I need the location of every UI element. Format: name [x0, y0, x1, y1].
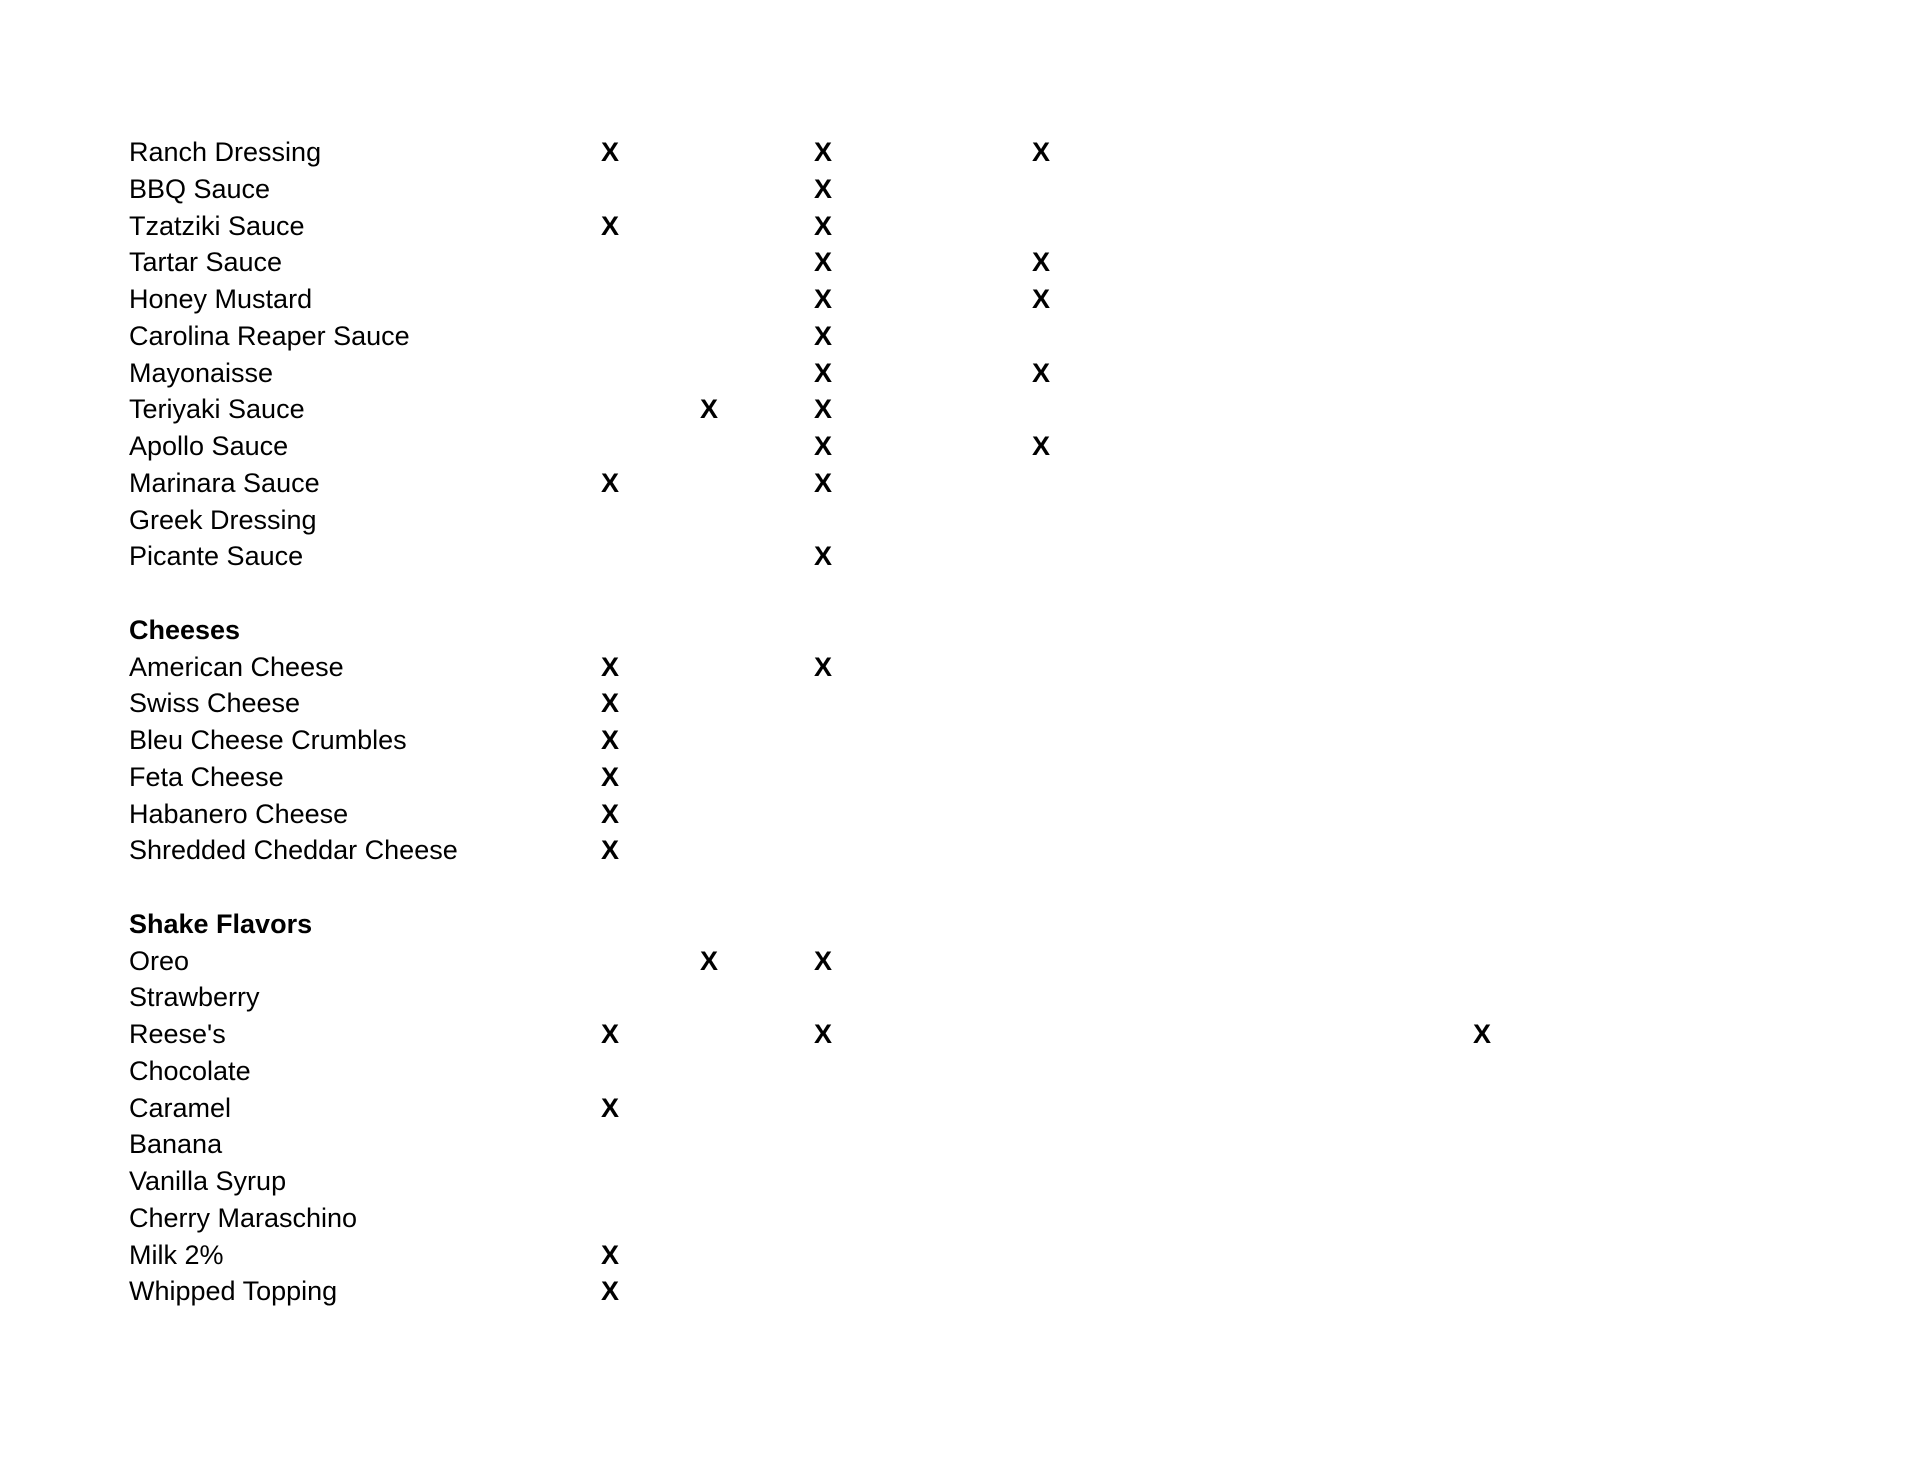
check-mark-col-3: X — [813, 1019, 832, 1049]
item-label: Cherry Maraschino — [129, 1202, 358, 1233]
table-row — [0, 943, 1920, 979]
item-label: Feta Cheese — [129, 761, 284, 792]
item-label: Ranch Dressing — [129, 137, 322, 167]
check-mark-col-4: X — [1031, 431, 1050, 461]
check-mark-col-1: X — [600, 688, 619, 719]
item-label: Chocolate — [129, 1055, 251, 1086]
table-row — [0, 979, 1920, 1015]
check-mark-col-1: X — [600, 210, 619, 241]
item-label: Habanero Cheese — [129, 798, 349, 829]
check-mark-col-4: X — [1031, 357, 1050, 388]
section-heading-row — [0, 906, 1920, 942]
check-mark-col-3: X — [813, 210, 832, 241]
table-row — [0, 134, 1920, 170]
check-mark-col-1: X — [600, 137, 619, 167]
check-mark-col-1: X — [600, 761, 619, 792]
item-label: Tartar Sauce — [129, 247, 283, 278]
item-label: Picante Sauce — [129, 541, 304, 572]
check-mark-col-1: X — [600, 1092, 619, 1123]
check-mark-col-3: X — [813, 357, 832, 388]
check-mark-col-3: X — [813, 945, 832, 976]
table-row — [0, 465, 1920, 501]
check-mark-col-2: X — [699, 394, 718, 425]
table-row — [0, 796, 1920, 832]
item-label: Shredded Cheddar Cheese — [129, 835, 458, 866]
item-label: Apollo Sauce — [129, 431, 289, 461]
table-row — [0, 1053, 1920, 1089]
table-row — [0, 171, 1920, 207]
item-label: Marinara Sauce — [129, 467, 320, 498]
table-row — [0, 428, 1920, 464]
item-label: BBQ Sauce — [129, 173, 271, 204]
check-mark-col-1: X — [600, 798, 619, 829]
check-mark-col-4: X — [1031, 137, 1050, 167]
table-row — [0, 391, 1920, 427]
item-label: Tzatziki Sauce — [129, 210, 305, 241]
blank-row — [0, 869, 1920, 905]
table-row — [0, 685, 1920, 721]
item-label: Oreo — [129, 945, 190, 976]
check-mark-col-4: X — [1031, 284, 1050, 314]
table-row — [0, 281, 1920, 317]
table-row — [0, 318, 1920, 354]
check-mark-col-1: X — [600, 725, 619, 755]
table-row — [0, 1163, 1920, 1199]
table-row — [0, 1016, 1920, 1052]
table-row — [0, 759, 1920, 795]
table-row — [0, 244, 1920, 280]
item-label: Mayonaisse — [129, 357, 274, 388]
check-mark-col-3: X — [813, 467, 832, 498]
item-label: Swiss Cheese — [129, 688, 301, 719]
item-label: Banana — [129, 1129, 223, 1160]
check-mark-col-3: X — [813, 284, 832, 314]
item-label: Whipped Topping — [129, 1276, 338, 1307]
item-label: Vanilla Syrup — [129, 1166, 287, 1196]
check-mark-col-3: X — [813, 320, 832, 351]
section-heading: Shake Flavors — [129, 908, 313, 939]
check-mark-col-1: X — [600, 467, 619, 498]
table-row — [0, 1126, 1920, 1162]
item-label: Carolina Reaper Sauce — [129, 320, 410, 351]
table-row — [0, 722, 1920, 758]
item-label: Honey Mustard — [129, 284, 313, 314]
item-label: Milk 2% — [129, 1239, 224, 1270]
check-mark-col-5: X — [1472, 1019, 1491, 1049]
item-label: Greek Dressing — [129, 504, 317, 535]
check-mark-col-1: X — [600, 651, 619, 682]
check-mark-col-3: X — [813, 394, 832, 425]
check-mark-col-3: X — [813, 651, 832, 682]
item-label: American Cheese — [129, 651, 344, 682]
check-mark-col-1: X — [600, 835, 619, 866]
blank-row — [0, 575, 1920, 611]
table-row — [0, 1273, 1920, 1309]
table-row — [0, 1200, 1920, 1236]
item-label: Strawberry — [129, 982, 260, 1013]
table-row — [0, 538, 1920, 574]
section-heading-row — [0, 612, 1920, 648]
table-row — [0, 1090, 1920, 1126]
table-row — [0, 649, 1920, 685]
check-mark-col-3: X — [813, 431, 832, 461]
item-label: Reese's — [129, 1019, 226, 1049]
section-heading: Cheeses — [129, 614, 241, 645]
check-mark-col-3: X — [813, 247, 832, 278]
table-row — [0, 208, 1920, 244]
check-mark-col-1: X — [600, 1019, 619, 1049]
check-mark-col-1: X — [600, 1239, 619, 1270]
item-label: Teriyaki Sauce — [129, 394, 305, 425]
item-label: Caramel — [129, 1092, 232, 1123]
check-mark-col-1: X — [600, 1276, 619, 1307]
check-mark-col-3: X — [813, 173, 832, 204]
table-row — [0, 502, 1920, 538]
item-label: Bleu Cheese Crumbles — [129, 725, 407, 755]
check-mark-col-2: X — [699, 945, 718, 976]
table-row — [0, 1237, 1920, 1273]
check-mark-col-3: X — [813, 541, 832, 572]
table-row — [0, 355, 1920, 391]
check-mark-col-3: X — [813, 137, 832, 167]
check-mark-col-4: X — [1031, 247, 1050, 278]
table-row — [0, 832, 1920, 868]
